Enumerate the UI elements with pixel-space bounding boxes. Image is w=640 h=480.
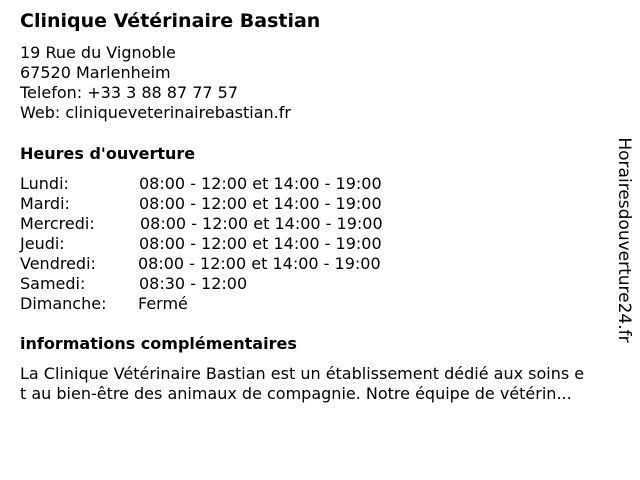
hours-time: 08:00 - 12:00 et 14:00 - 19:00 — [139, 174, 382, 193]
clinic-website: Web: cliniqueveterinairebastian.fr — [20, 103, 291, 122]
clinic-contact — [20, 43, 291, 123]
clinic-name: Clinique Vétérinaire Bastian — [20, 10, 321, 32]
hours-day: Mercredi: — [20, 214, 95, 233]
site-watermark: Horairesdouverture24.fr — [614, 137, 634, 343]
hours-time: 08:30 - 12:00 — [139, 274, 248, 293]
info-line: La Clinique Vétérinaire Bastian est un établissement dédié aux soins e — [20, 364, 585, 383]
additional-info-text — [20, 364, 632, 404]
hours-day: Jeudi: — [20, 234, 65, 253]
hours-time: 08:00 - 12:00 et 14:00 - 19:00 — [140, 214, 383, 233]
hours-time: 08:00 - 12:00 et 14:00 - 19:00 — [139, 234, 382, 253]
hours-time: Fermé — [138, 294, 188, 313]
hours-day: Dimanche: — [20, 294, 107, 313]
hours-day: Lundi: — [20, 174, 69, 193]
clinic-street: 19 Rue du Vignoble — [20, 43, 176, 62]
info-line: t au bien-être des animaux de compagnie. Notre équipe de vétérin... — [20, 384, 572, 403]
hours-day: Samedi: — [20, 274, 86, 293]
clinic-phone: Telefon: +33 3 88 87 77 57 — [20, 83, 239, 102]
additional-info-heading: informations complémentaires — [20, 334, 297, 353]
hours-day: Mardi: — [20, 194, 70, 213]
hours-time: 08:00 - 12:00 et 14:00 - 19:00 — [139, 194, 382, 213]
hours-day: Vendredi: — [20, 254, 96, 273]
opening-hours-heading: Heures d'ouverture — [20, 144, 196, 163]
hours-time: 08:00 - 12:00 et 14:00 - 19:00 — [138, 254, 381, 273]
clinic-city: 67520 Marlenheim — [20, 63, 171, 82]
